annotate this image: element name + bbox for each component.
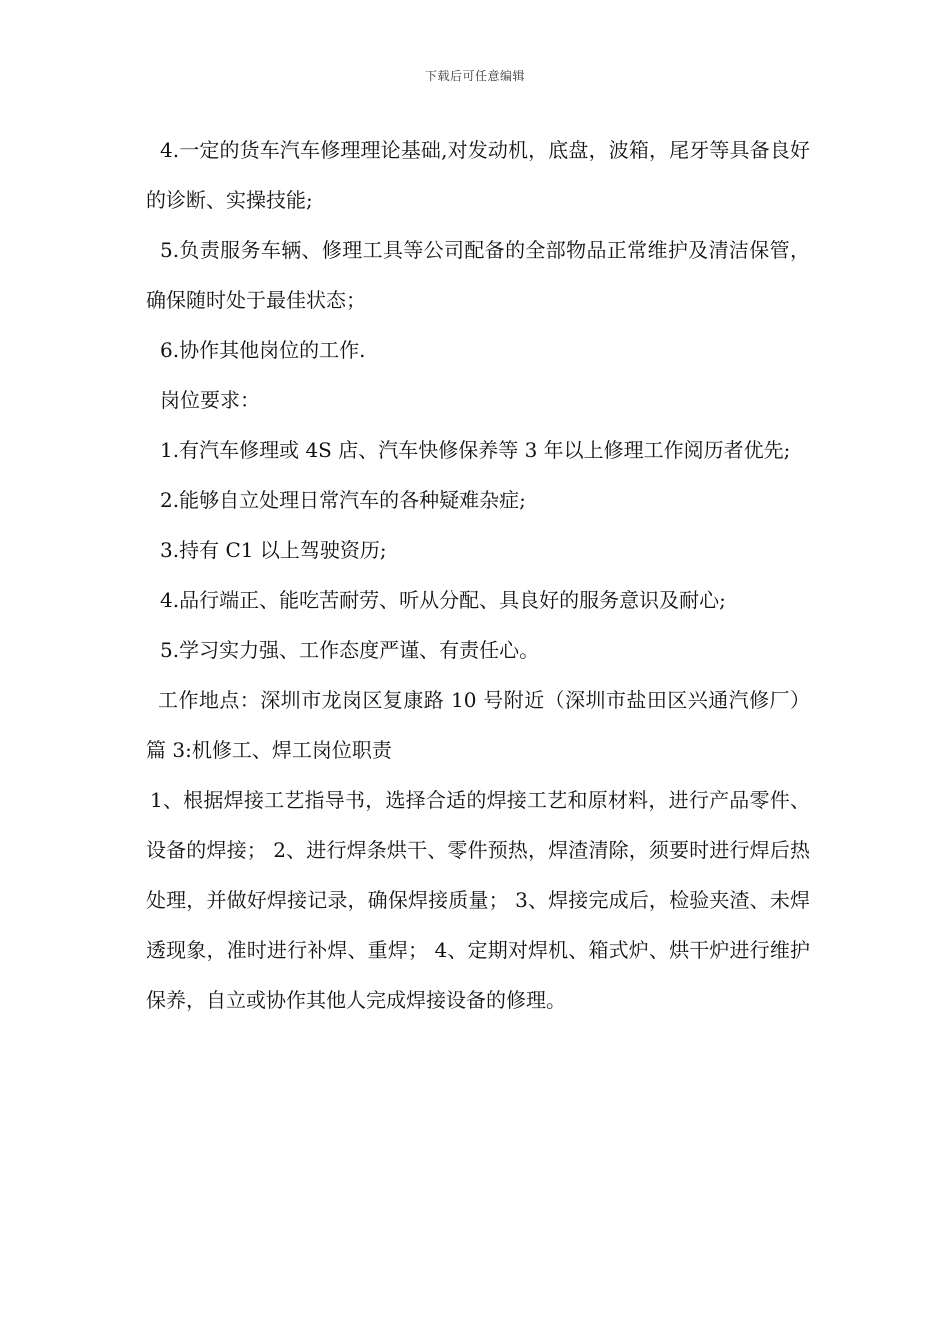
paragraph-duty-4: 4.一定的货车汽车修理理论基础,对发动机，底盘，波箱，尾牙等具备良好的诊断、实操技能; (146, 138, 810, 212)
document-body (146, 125, 810, 1025)
paragraph-requirement-2: 2.能够自立处理日常汽车的各种疑难杂症; (160, 488, 526, 512)
header-note: 下载后可任意编辑 (424, 69, 525, 83)
paragraph-requirement-5: 5.学习实力强、工作态度严谨、有责任心。 (160, 638, 540, 662)
section-heading-requirements: 岗位要求： (160, 388, 260, 412)
paragraph-requirement-1: 1.有汽车修理或 4S 店、汽车快修保养等 3 年以上修理工作阅历者优先; (160, 438, 791, 462)
paragraph-work-location: 工作地点：深圳市龙岗区复康路 10 号附近（深圳市盐田区兴通汽修厂）篇 3:机修工、焊工岗位职责 (146, 688, 810, 762)
paragraph-welder-duties: 1、根据焊接工艺指导书，选择合适的焊接工艺和原材料，进行产品零件、设备的焊接； 2、进行焊条烘干、零件预热，焊渣清除，须要时进行焊后热处理，并做好焊接记录，确保焊接质量； 3、焊接完成后，检验夹渣、未焊透现象，准时进行补焊、重焊； 4、定期对焊机、箱式炉、烘干炉进行维护保养，自立或协作其他人完成焊接设备的修理。 (146, 788, 810, 1012)
paragraph-requirement-4: 4.品行端正、能吃苦耐劳、听从分配、具良好的服务意识及耐心; (160, 588, 726, 612)
paragraph-duty-5: 5.负责服务车辆、修理工具等公司配备的全部物品正常维护及清洁保管，确保随时处于最佳状态； (146, 238, 810, 312)
paragraph-requirement-3: 3.持有 C1 以上驾驶资历; (160, 538, 387, 562)
paragraph-duty-6: 6.协作其他岗位的工作. (160, 338, 366, 362)
